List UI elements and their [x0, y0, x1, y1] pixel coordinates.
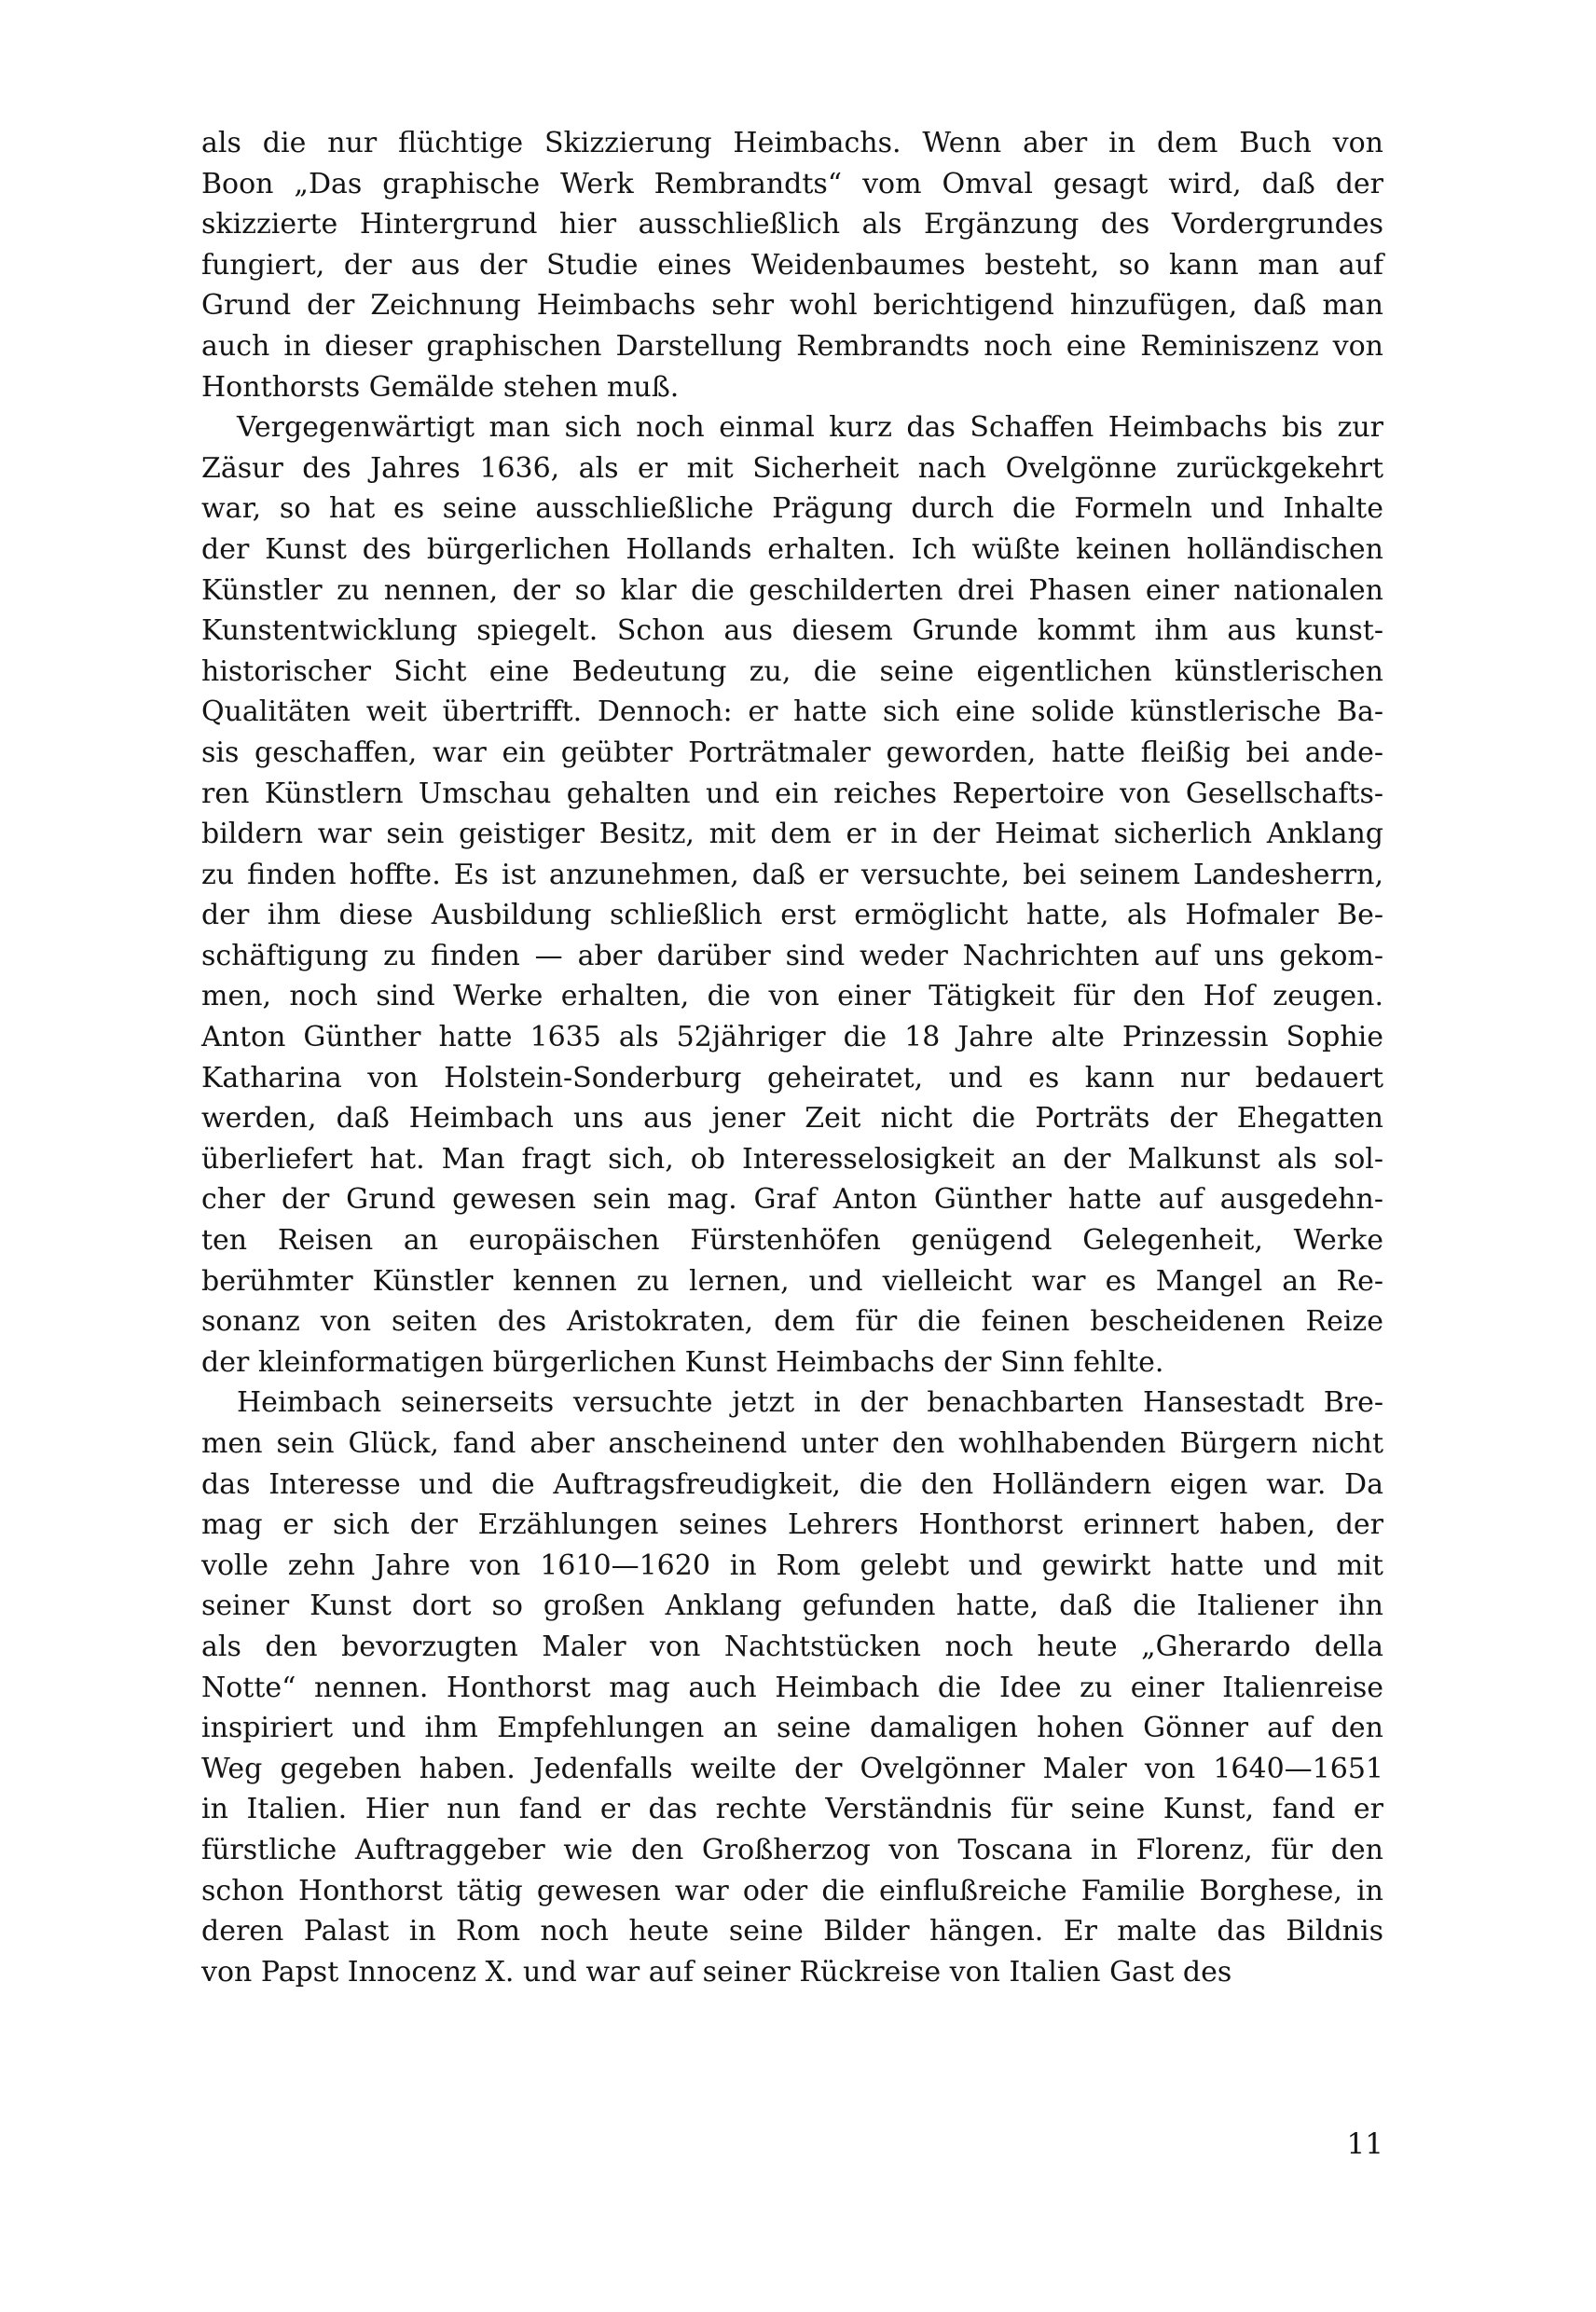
text-line: cher der Grund gewesen sein mag. Graf Anton Günther hatte auf ausgedehn- [201, 1183, 1383, 1217]
text-line: Anton Günther hatte 1635 als 52jähriger die 18 Jahre alte Prinzessin Sophie [201, 1021, 1383, 1054]
text-line: Boon „Das graphische Werk Rembrandts“ vom Omval gesagt wird, daß der [201, 167, 1383, 200]
text-line: zu finden hoffte. Es ist anzunehmen, daß er versuchte, bei seinem Landesherrn, [201, 858, 1383, 891]
text-line: schäftigung zu finden — aber darüber sind weder Nachrichten auf uns gekom- [201, 939, 1383, 972]
text-line: fungiert, der aus der Studie eines Weidenbaumes besteht, so kann man auf [201, 248, 1383, 282]
text-line: volle zehn Jahre von 1610—1620 in Rom gelebt und gewirkt hatte und mit [201, 1548, 1383, 1582]
text-line: men sein Glück, fand aber anscheinend unter den wohlhabenden Bürgern nicht [201, 1427, 1383, 1460]
text-line: überliefert hat. Man fragt sich, ob Interesselosigkeit an der Malkunst als sol- [201, 1142, 1383, 1176]
text-line: inspiriert und ihm Empfehlungen an seine damaligen hohen Gönner auf den [201, 1712, 1383, 1745]
text-line: sis geschaffen, war ein geübter Porträtmaler geworden, hatte fleißig bei ande- [201, 736, 1383, 769]
body-text [201, 123, 1383, 1992]
paragraph [201, 123, 1383, 407]
text-line: mag er sich der Erzählungen seines Lehrers Honthorst erinnert haben, der [201, 1508, 1383, 1542]
text-line: men, noch sind Werke erhalten, die von einer Tätigkeit für den Hof zeugen. [201, 980, 1383, 1013]
text-line: von Papst Innocenz X. und war auf seiner Rückreise von Italien Gast des [201, 1955, 1232, 1989]
text-line: Katharina von Holstein-Sonderburg geheiratet, und es kann nur bedauert [201, 1061, 1383, 1094]
text-line: der Kunst des bürgerlichen Hollands erhalten. Ich wüßte keinen holländischen [201, 532, 1383, 566]
paragraph [201, 1383, 1383, 1992]
text-line: Vergegenwärtigt man sich noch einmal kurz das Schaffen Heimbachs bis zur [237, 411, 1383, 445]
text-line: Qualitäten weit übertrifft. Dennoch: er hatte sich eine solide künstlerische Ba- [201, 695, 1383, 729]
text-line: fürstliche Auftraggeber wie den Großherzog von Toscana in Florenz, für den [201, 1833, 1383, 1866]
text-line: Notte“ nennen. Honthorst mag auch Heimbach die Idee zu einer Italienreise [201, 1671, 1383, 1704]
text-line: der kleinformatigen bürgerlichen Kunst Heimbachs der Sinn fehlte. [201, 1345, 1164, 1379]
text-line: deren Palast in Rom noch heute seine Bilder hängen. Er malte das Bildnis [201, 1915, 1383, 1948]
text-line: ten Reisen an europäischen Fürstenhöfen genügend Gelegenheit, Werke [201, 1224, 1383, 1258]
text-line: war, so hat es seine ausschließliche Prägung durch die Formeln und Inhalte [201, 492, 1383, 526]
text-line: Heimbach seinerseits versuchte jetzt in der benachbarten Hansestadt Bre- [237, 1386, 1383, 1420]
text-line: schon Honthorst tätig gewesen war oder die einflußreiche Familie Borghese, in [201, 1874, 1383, 1907]
text-line: auch in dieser graphischen Darstellung Rembrandts noch eine Reminiszenz von [201, 329, 1383, 363]
text-line: skizzierte Hintergrund hier ausschließlich als Ergänzung des Vordergrundes [201, 208, 1383, 241]
text-line: Honthorsts Gemälde stehen muß. [201, 370, 680, 404]
page-number: 11 [1346, 2127, 1383, 2161]
text-line: berühmter Künstler kennen zu lernen, und vielleicht war es Mangel an Re- [201, 1264, 1383, 1298]
text-line: werden, daß Heimbach uns aus jener Zeit nicht die Porträts der Ehegatten [201, 1102, 1383, 1135]
text-line: der ihm diese Ausbildung schließlich erst ermöglicht hatte, als Hofmaler Be- [201, 899, 1383, 932]
paragraph [201, 407, 1383, 1383]
text-line: ren Künstlern Umschau gehalten und ein reiches Repertoire von Gesellschafts- [201, 777, 1383, 810]
text-line: Grund der Zeichnung Heimbachs sehr wohl berichtigend hinzufügen, daß man [201, 289, 1383, 323]
text-line: als den bevorzugten Maler von Nachtstücken noch heute „Gherardo della [201, 1630, 1383, 1663]
text-line: Weg gegeben haben. Jedenfalls weilte der Ovelgönner Maler von 1640—1651 [201, 1752, 1383, 1785]
text-line: Künstler zu nennen, der so klar die geschilderten drei Phasen einer nationalen [201, 573, 1383, 607]
text-line: Kunstentwicklung spiegelt. Schon aus diesem Grunde kommt ihm aus kunst- [201, 614, 1383, 648]
text-line: in Italien. Hier nun fand er das rechte Verständnis für seine Kunst, fand er [201, 1793, 1383, 1826]
text-line: Zäsur des Jahres 1636, als er mit Sicherheit nach Ovelgönne zurückgekehrt [201, 451, 1383, 485]
text-line: historischer Sicht eine Bedeutung zu, die seine eigentlichen künstlerischen [201, 654, 1383, 688]
text-line: als die nur flüchtige Skizzierung Heimbachs. Wenn aber in dem Buch von [201, 127, 1383, 159]
text-line: sonanz von seiten des Aristokraten, dem für die feinen bescheidenen Reize [201, 1305, 1383, 1339]
text-line: seiner Kunst dort so großen Anklang gefunden hatte, daß die Italiener ihn [201, 1590, 1383, 1623]
text-line: bildern war sein geistiger Besitz, mit dem er in der Heimat sicherlich Anklang [201, 818, 1383, 851]
text-line: das Interesse und die Auftragsfreudigkeit, die den Holländern eigen war. Da [201, 1467, 1383, 1501]
